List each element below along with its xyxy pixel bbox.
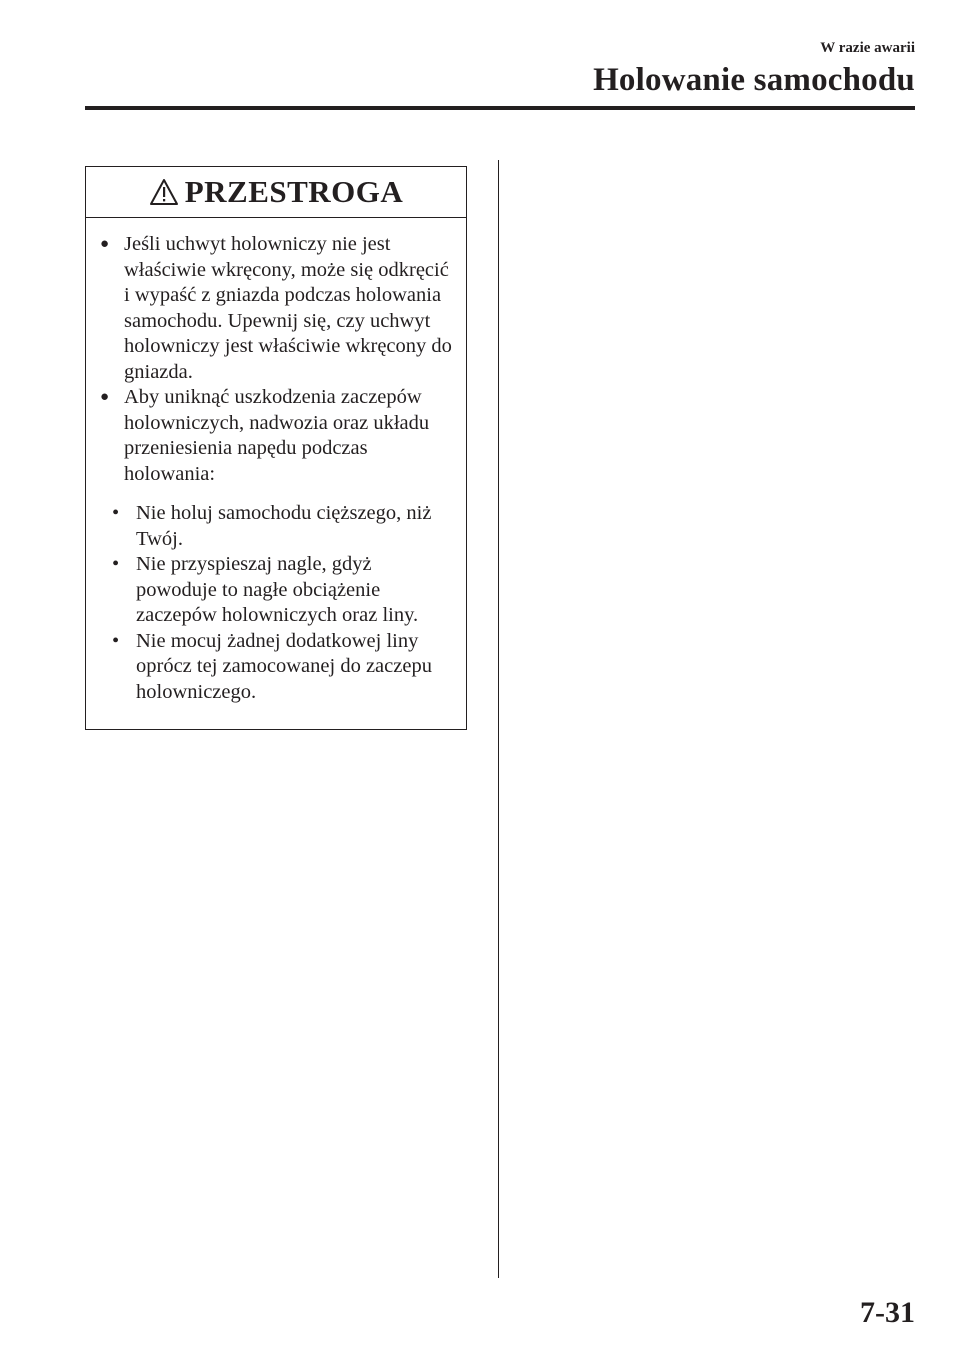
- bullet-text: Jeśli uchwyt holowniczy nie jest właściwie wkręcony, może się odkręcić i wypaść z gniazda podczas holowania samochodu. Upewnij się, czy uchwyt holowniczy jest właściwie wkręcony do gniazda.: [124, 233, 452, 383]
- sub-text: Nie przyspieszaj nagle, gdyż powoduje to nagłe obciążenie zaczepów holowniczych oraz liny.: [136, 553, 419, 626]
- caution-bullet: [100, 385, 452, 487]
- page-number: 7-31: [860, 1296, 915, 1329]
- caution-header: [86, 167, 466, 218]
- sub-item: [112, 629, 452, 706]
- sub-marker: •: [112, 502, 120, 524]
- bullet-text: Aby uniknąć uszkodzenia zaczepów holowniczych, nadwozia oraz układu przeniesienia napędu podczas holowania:: [124, 386, 430, 485]
- page-title: Holowanie samochodu: [593, 62, 915, 98]
- header-rule: [85, 106, 915, 110]
- sub-text: Nie mocuj żadnej dodatkowej liny oprócz tej zamocowanej do zaczepu holowniczego.: [136, 629, 432, 703]
- column-divider: [498, 160, 499, 1278]
- bullet-marker: ●: [100, 236, 110, 252]
- warning-triangle-icon: [149, 178, 179, 206]
- sub-list: [100, 501, 452, 705]
- sub-item: [112, 501, 452, 552]
- sub-text: Nie holuj samochodu cięższego, niż Twój.: [136, 502, 432, 550]
- bullet-marker: ●: [100, 389, 110, 405]
- section-label: W razie awarii: [820, 40, 915, 56]
- caution-body: [86, 218, 466, 705]
- sub-item: [112, 552, 452, 629]
- caution-bullet: [100, 232, 452, 385]
- sub-marker: •: [112, 629, 120, 652]
- caution-title: PRZESTROGA: [184, 174, 404, 209]
- sub-marker: •: [112, 553, 120, 575]
- caution-box: [85, 166, 467, 730]
